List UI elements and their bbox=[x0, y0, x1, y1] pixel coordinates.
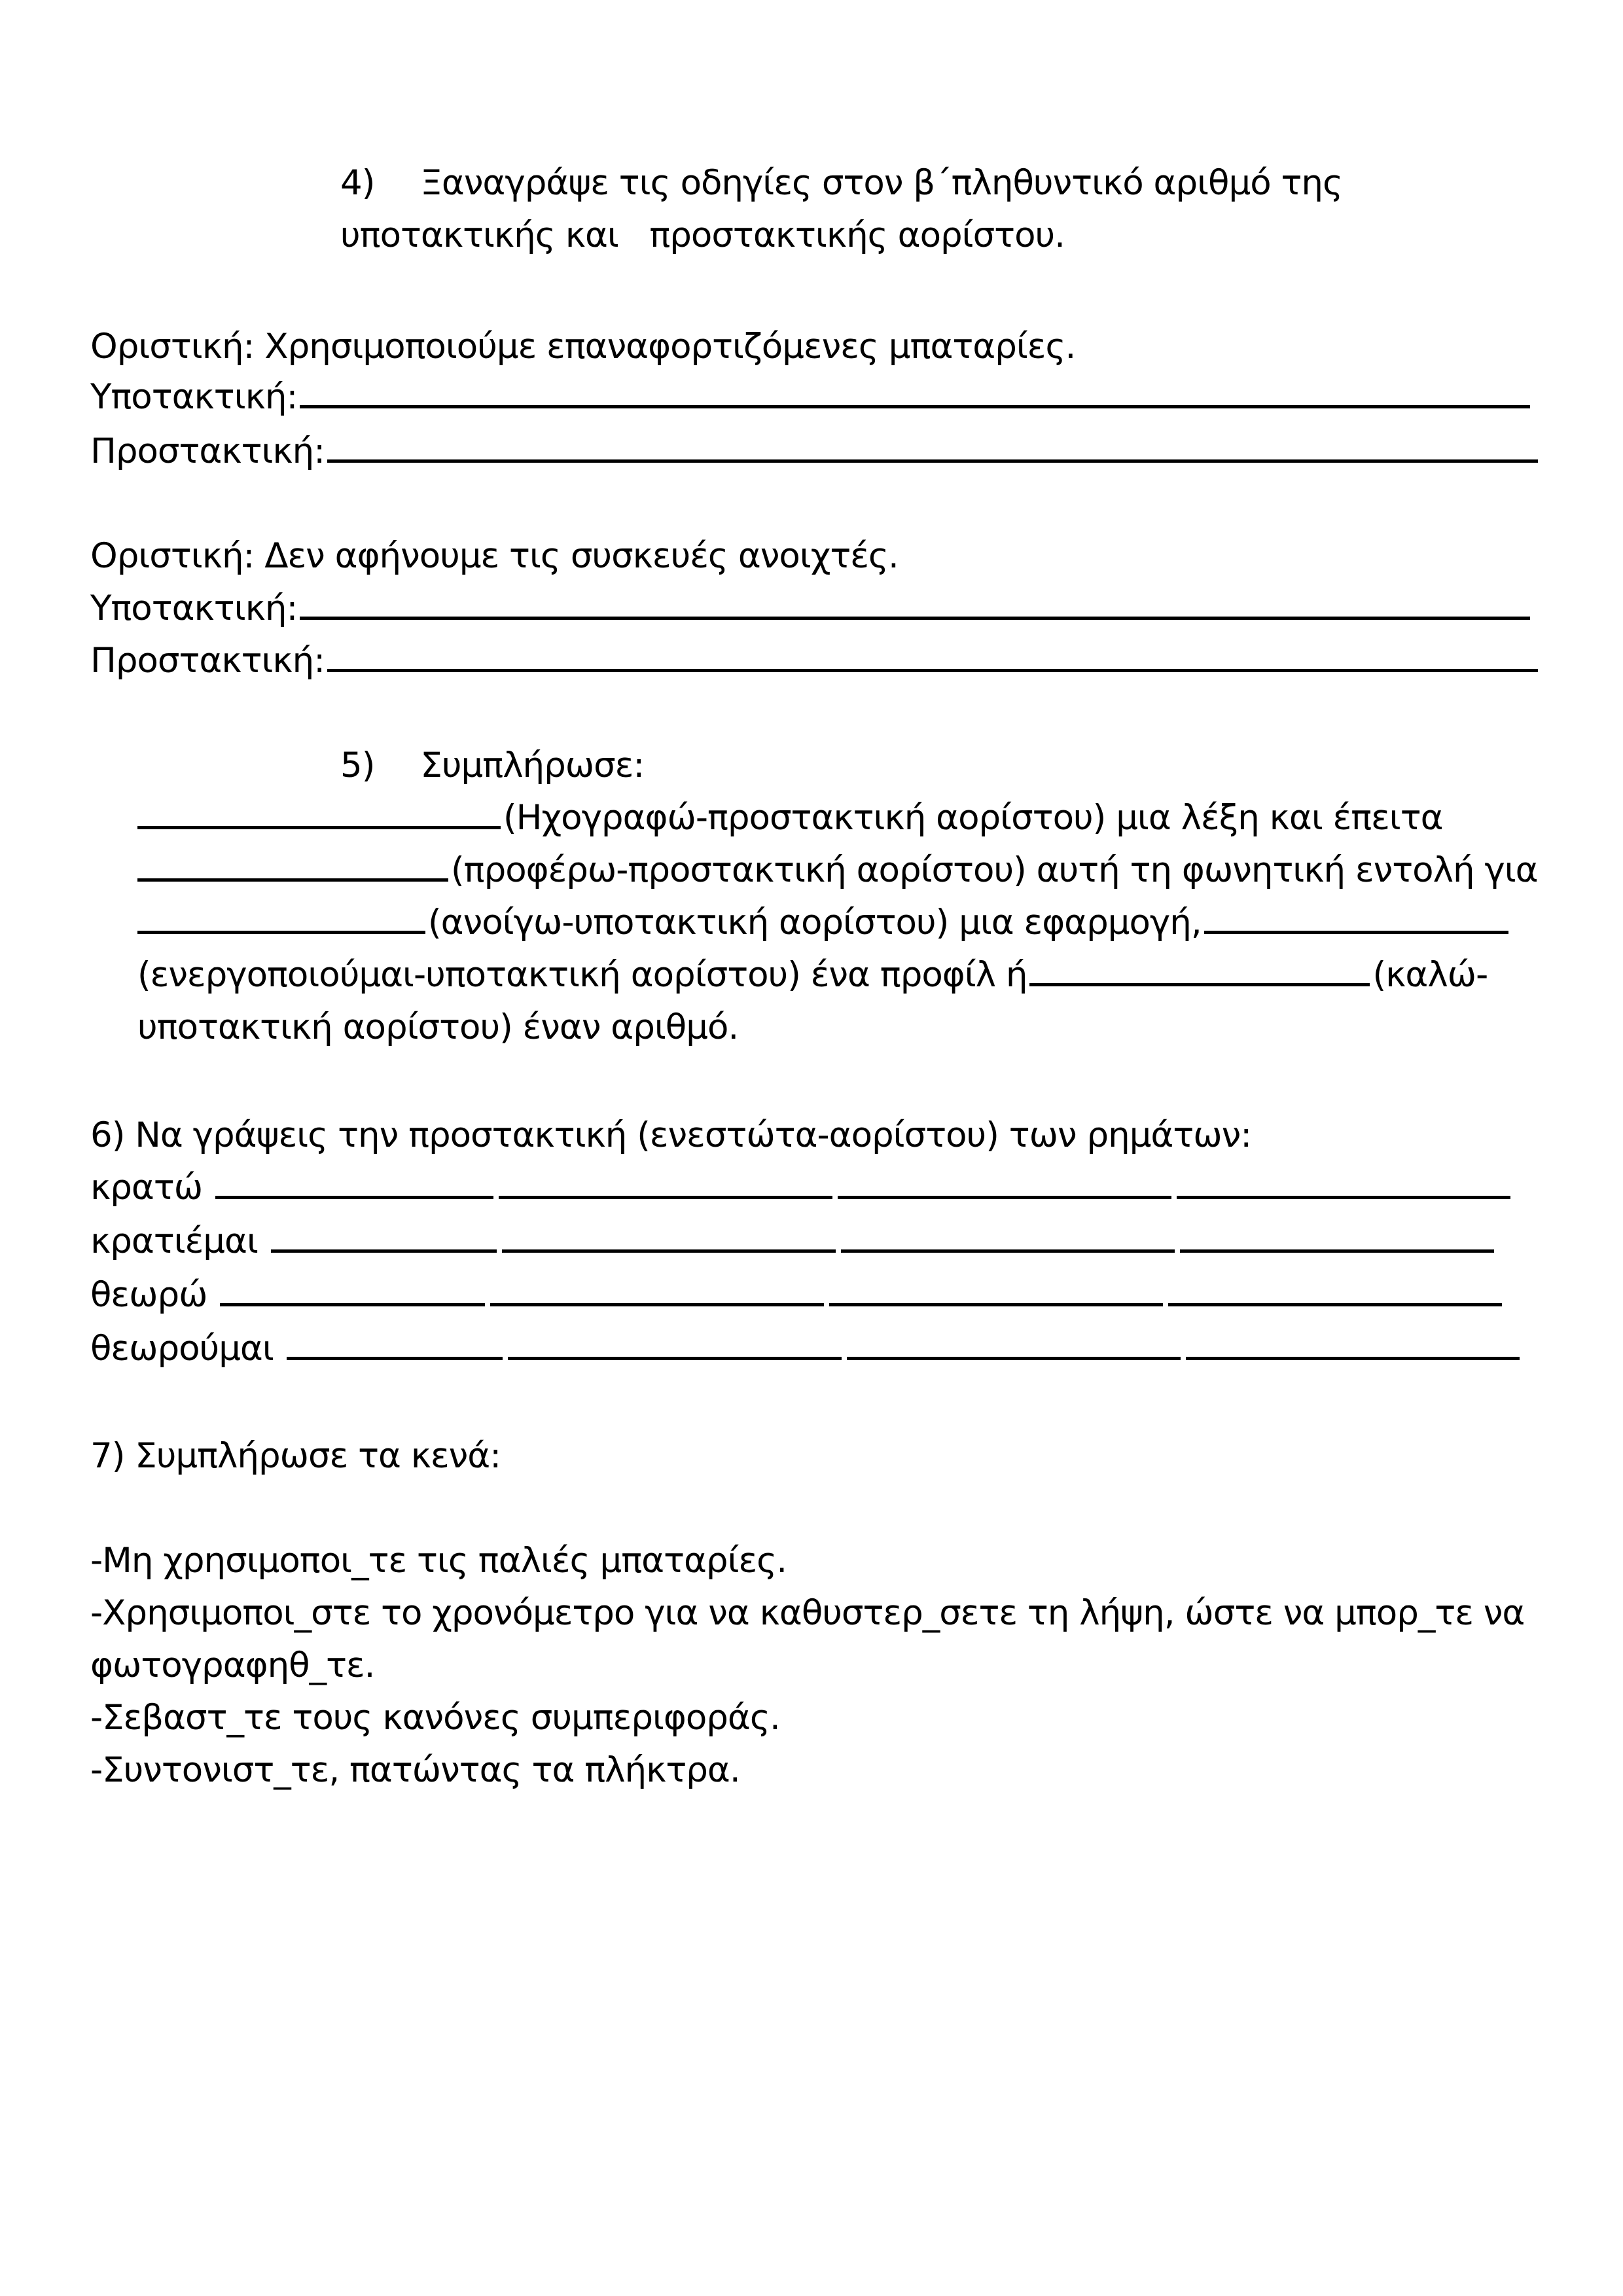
section5-line-2 bbox=[137, 848, 1538, 893]
verb-row bbox=[90, 1326, 1522, 1372]
answer-blank[interactable] bbox=[841, 1219, 1175, 1253]
indicative-sentence-1 bbox=[90, 324, 1075, 370]
section5-heading bbox=[340, 743, 644, 789]
indicative-text: Δεν αφήνουμε τις συσκευές ανοιχτές. bbox=[264, 536, 899, 576]
verb-label: θεωρούμαι bbox=[90, 1329, 274, 1369]
answer-blank[interactable] bbox=[327, 429, 1538, 463]
section6-title: 6) Να γράψεις την προστακτική (ενεστώτα-αορίστου) των ρημάτων: bbox=[90, 1115, 1252, 1155]
section5-number: 5) bbox=[340, 745, 375, 785]
answer-blank[interactable] bbox=[1177, 1166, 1510, 1199]
section5-line-4 bbox=[137, 952, 1488, 998]
answer-blank[interactable] bbox=[1186, 1327, 1520, 1360]
imperative-row-2 bbox=[90, 638, 1541, 684]
answer-blank[interactable] bbox=[838, 1166, 1171, 1199]
prompt-text: (ενεργοποιούμαι-υποτακτική αορίστου) ένα προφίλ ή bbox=[137, 955, 1027, 995]
prompt-text: (Ηχογραφώ-προστακτική αορίστου) μια λέξη και έπειτα bbox=[503, 798, 1443, 838]
section4-instruction: Ξαναγράψε τις οδηγίες στον β΄πληθυντικό αριθμό της bbox=[420, 163, 1343, 203]
answer-blank[interactable] bbox=[137, 848, 448, 882]
section4-number: 4) bbox=[340, 163, 375, 203]
answer-blank[interactable] bbox=[137, 901, 425, 934]
answer-blank[interactable] bbox=[1180, 1219, 1494, 1253]
imperative-row-1 bbox=[90, 429, 1541, 475]
section7-title: 7) Συμπλήρωσε τα κενά: bbox=[90, 1436, 501, 1476]
answer-blank[interactable] bbox=[1168, 1273, 1502, 1306]
prompt-text: (ανοίγω-υποτακτική αορίστου) μια εφαρμογή, bbox=[428, 903, 1202, 942]
answer-blank[interactable] bbox=[508, 1327, 842, 1360]
verb-label: κρατιέμαι bbox=[90, 1221, 258, 1261]
section5-line-5: υποτακτική αορίστου) έναν αριθμό. bbox=[137, 1007, 739, 1047]
answer-blank[interactable] bbox=[1204, 901, 1508, 934]
indicative-label: Οριστική: bbox=[90, 327, 255, 367]
indicative-sentence-2 bbox=[90, 533, 899, 579]
indicative-text: Χρησιμοποιούμε επαναφορτιζόμενες μπαταρίες. bbox=[264, 327, 1076, 367]
answer-blank[interactable] bbox=[220, 1273, 485, 1306]
verb-label: κρατώ bbox=[90, 1168, 203, 1208]
answer-blank[interactable] bbox=[499, 1166, 832, 1199]
subjunctive-label: Υποτακτική: bbox=[90, 588, 298, 628]
imperative-label: Προστακτική: bbox=[90, 431, 325, 471]
imperative-label: Προστακτική: bbox=[90, 641, 325, 681]
fill-sentence: -Σεβαστ_τε τους κανόνες συμπεριφοράς. bbox=[90, 1698, 780, 1738]
fill-sentence: -Μη χρησιμοποι_τε τις παλιές μπαταρίες. bbox=[90, 1541, 787, 1581]
answer-blank[interactable] bbox=[1029, 953, 1370, 986]
answer-blank[interactable] bbox=[829, 1273, 1163, 1306]
indicative-label: Οριστική: bbox=[90, 536, 255, 576]
subjunctive-label: Υποτακτική: bbox=[90, 377, 298, 417]
section4-heading-line2: υποτακτικής και προστακτικής αορίστου. bbox=[340, 215, 1065, 255]
verb-label: θεωρώ bbox=[90, 1275, 207, 1315]
section5-line-3 bbox=[137, 900, 1511, 946]
answer-blank[interactable] bbox=[287, 1327, 503, 1360]
fill-sentence: φωτογραφηθ_τε. bbox=[90, 1645, 375, 1685]
answer-blank[interactable] bbox=[327, 639, 1538, 672]
fill-sentence: -Συντονιστ_τε, πατώντας τα πλήκτρα. bbox=[90, 1750, 740, 1790]
section5-line-1 bbox=[137, 795, 1443, 841]
fill-sentence: -Χρησιμοποι_στε το χρονόμετρο για να καθυστερ_σετε τη λήψη, ώστε να μπορ_τε να bbox=[90, 1593, 1525, 1633]
section5-title: Συμπλήρωσε: bbox=[420, 745, 645, 785]
subjunctive-row-1 bbox=[90, 374, 1533, 420]
prompt-text: (καλώ- bbox=[1372, 955, 1488, 995]
answer-blank[interactable] bbox=[847, 1327, 1181, 1360]
subjunctive-row-2 bbox=[90, 586, 1533, 632]
verb-row bbox=[90, 1272, 1505, 1318]
answer-blank[interactable] bbox=[300, 375, 1530, 408]
answer-blank[interactable] bbox=[490, 1273, 824, 1306]
answer-blank[interactable] bbox=[215, 1166, 493, 1199]
answer-blank[interactable] bbox=[300, 586, 1530, 620]
section4-heading-line1 bbox=[340, 160, 1342, 206]
answer-blank[interactable] bbox=[271, 1219, 497, 1253]
answer-blank[interactable] bbox=[137, 796, 501, 829]
answer-blank[interactable] bbox=[502, 1219, 836, 1253]
verb-row bbox=[90, 1219, 1497, 1265]
verb-row bbox=[90, 1165, 1513, 1211]
prompt-text: (προφέρω-προστακτική αορίστου) αυτή τη φωνητική εντολή για bbox=[451, 850, 1538, 890]
